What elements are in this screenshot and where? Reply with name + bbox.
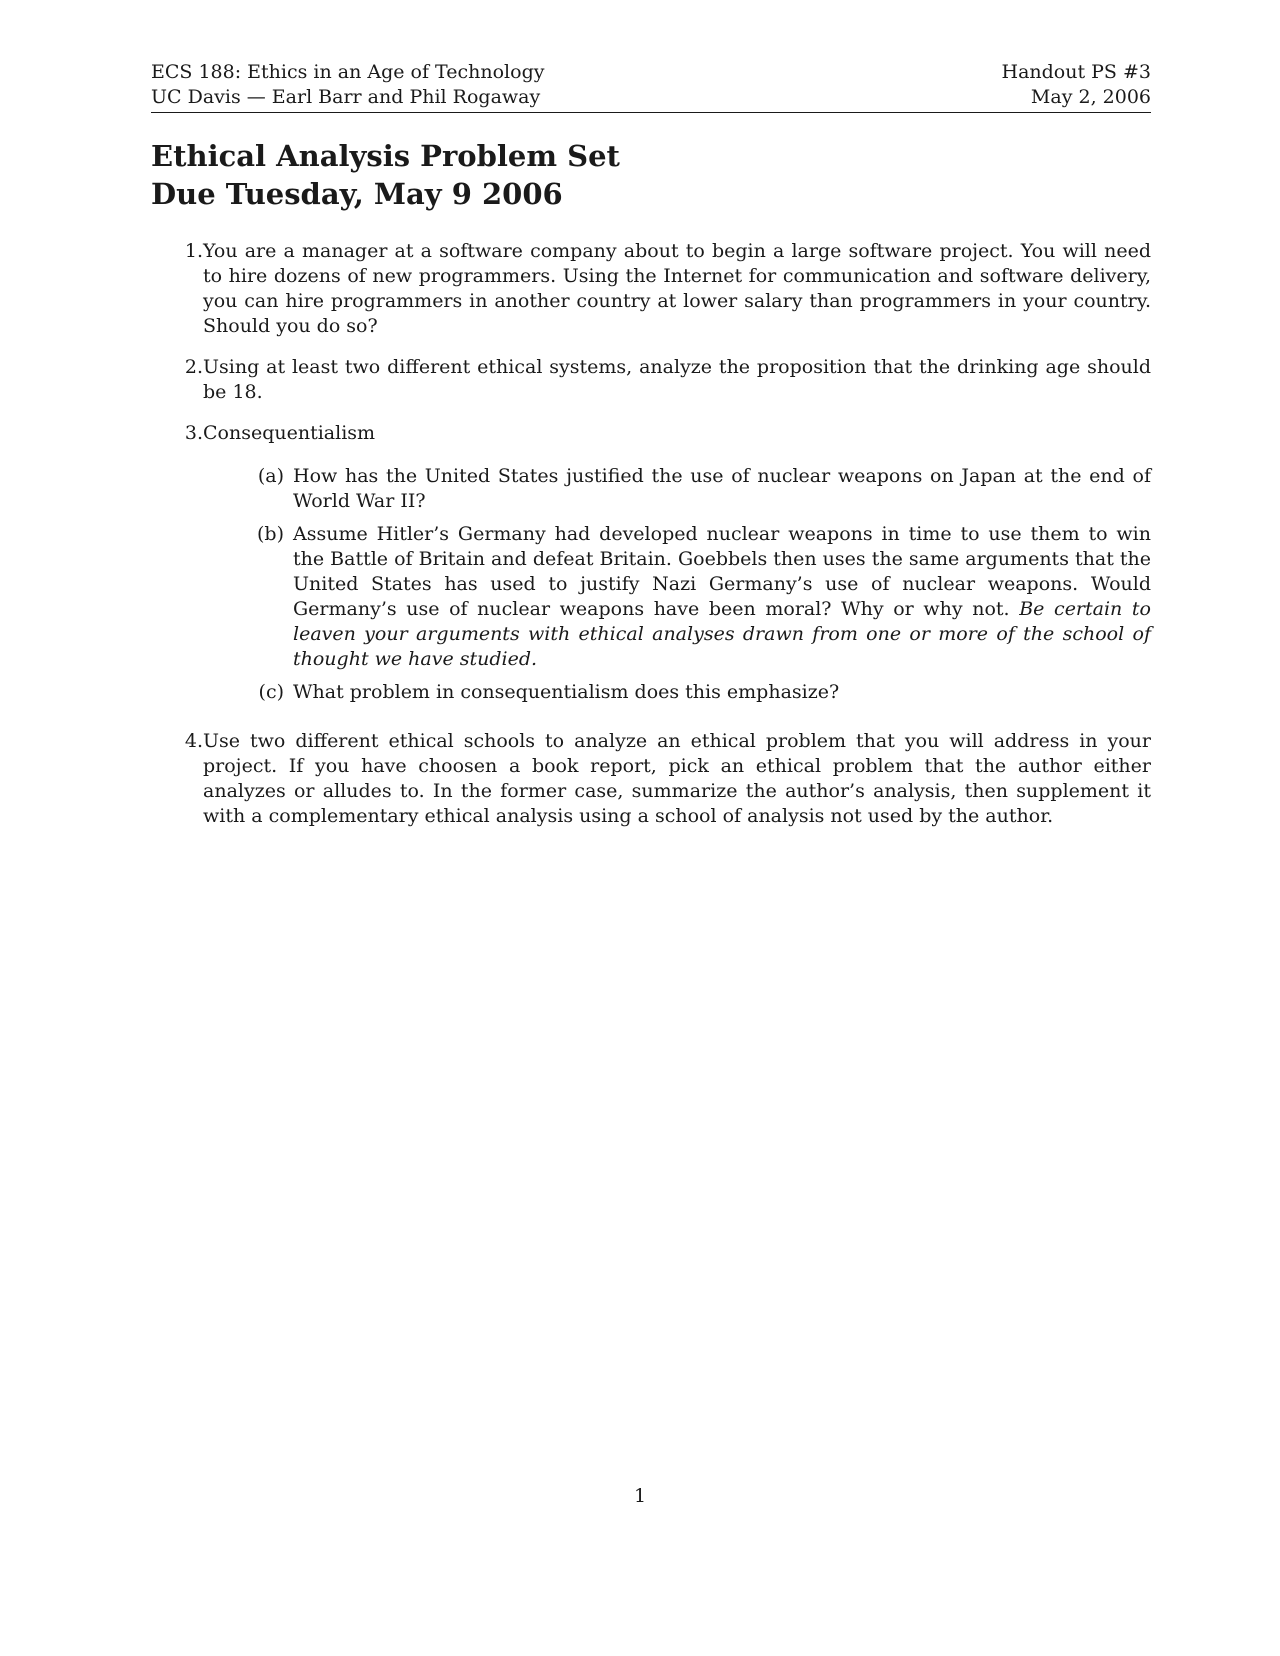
problem-number: 2. (184, 356, 203, 378)
course-title: ECS 188: Ethics in an Age of Technology (151, 61, 545, 83)
document-page (151, 60, 1151, 845)
problem-4 (151, 729, 1151, 829)
problem-text: Use two different ethical schools to analyze an ethical problem that you will address in your project. If you have choosen a book report, pick an ethical problem that the author either analyzes or alludes to. In the former case, summarize the author’s analysis, then supplement it with a complementary ethical analysis using a school of analysis not used by the author. (203, 730, 1151, 827)
title-line-2: Due Tuesday, May 9 2006 (151, 177, 563, 211)
problem-3 (151, 421, 1151, 713)
subproblem-b (241, 522, 1151, 672)
problem-text: Using at least two different ethical systems, analyze the proposition that the drinking age should be 18. (203, 356, 1151, 403)
problem-list (151, 239, 1151, 829)
document-title (151, 137, 1151, 213)
problem-text: You are a manager at a software company about to begin a large software project. You will need to hire dozens of new programmers. Using the Internet for communication and software delivery, you can hire programmers in another country at lower salary than programmers in your country. Should you do so? (203, 240, 1151, 337)
handout-info (1002, 60, 1152, 110)
handout-date: May 2, 2006 (1030, 86, 1151, 108)
subproblem-label: (a) (257, 465, 284, 487)
title-line-1: Ethical Analysis Problem Set (151, 139, 620, 173)
subproblem-a (241, 464, 1151, 514)
problem-number: 4. (184, 730, 203, 752)
subproblem-label: (b) (257, 523, 284, 545)
subproblem-text: What problem in consequentialism does this emphasize? (293, 681, 840, 703)
problem-number: 1. (184, 240, 203, 262)
course-info (151, 60, 544, 110)
handout-id: Handout PS #3 (1001, 61, 1151, 83)
page-header (151, 60, 1151, 113)
course-instructors: UC Davis — Earl Barr and Phil Rogaway (151, 86, 541, 108)
subproblem-italic-note: Be certain to leaven your arguments with ethical analyses drawn from one or more of the school of thought we have studied. (293, 598, 1151, 670)
subproblem-c (241, 680, 1151, 705)
subproblem-text: How has the United States justified the use of nuclear weapons on Japan at the end of World War II? (293, 465, 1151, 512)
subproblem-list (241, 464, 1151, 705)
problem-2 (151, 355, 1151, 405)
problem-1 (151, 239, 1151, 339)
page-number: 1 (633, 1485, 647, 1507)
problem-number: 3. (184, 422, 203, 444)
problem-text: Consequentialism (203, 422, 376, 444)
subproblem-text: Assume Hitler’s Germany had developed nuclear weapons in time to use them to win the Battle of Britain and defeat Britain. Goebbels then uses the same arguments that the United States has used to justify Nazi Germany’s use of nuclear weapons. Would Germany’s use of nuclear weapons have been moral? Why or why not. (293, 523, 1151, 620)
subproblem-label: (c) (258, 681, 284, 703)
